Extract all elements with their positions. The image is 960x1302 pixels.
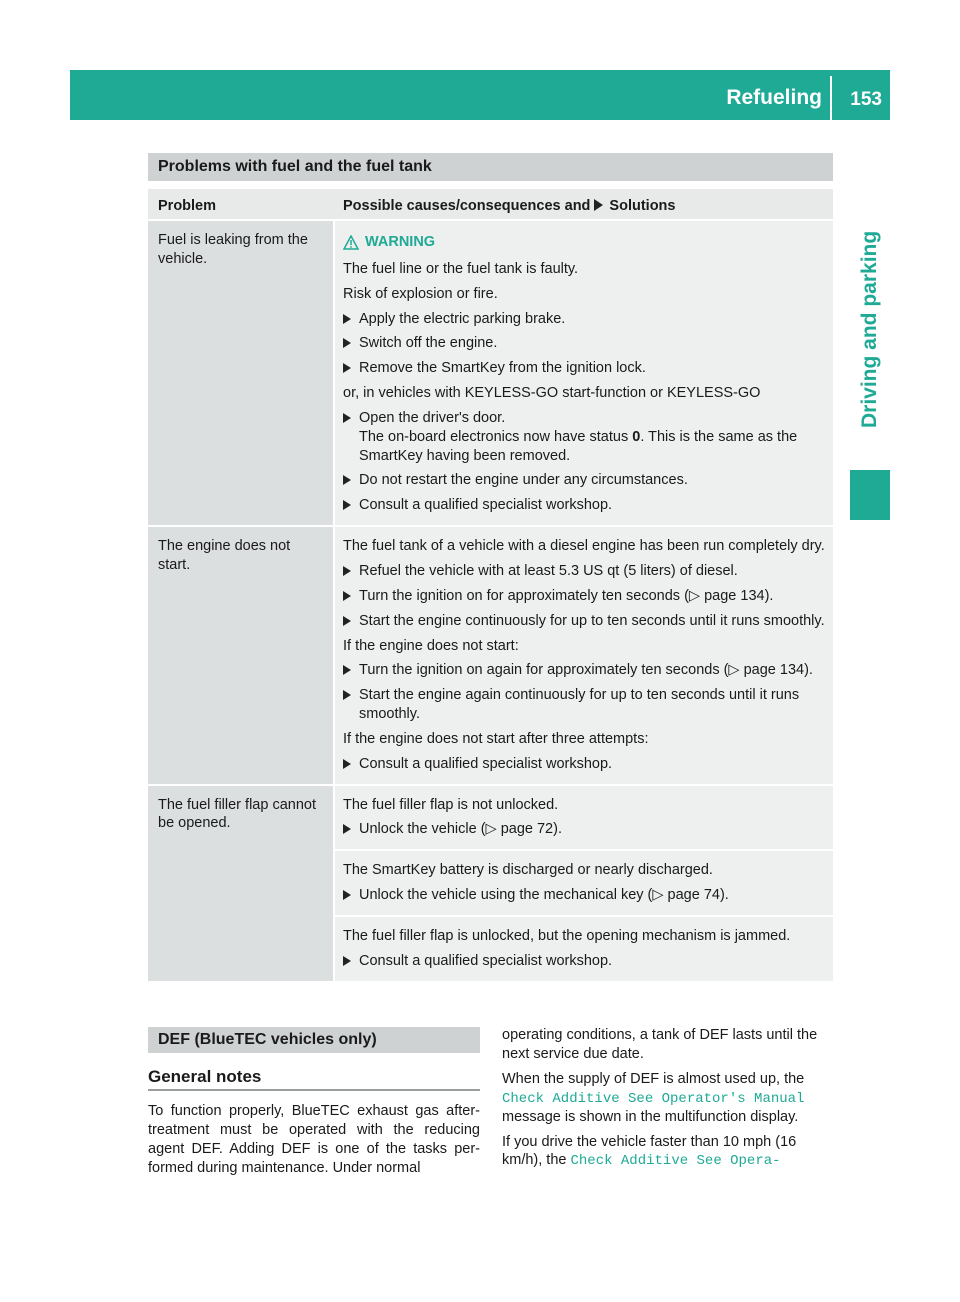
step-arrow-icon: [343, 338, 351, 348]
p3-text-a: If you drive the vehicle faster than 10 mph (16 km/h), the: [502, 1133, 797, 1169]
header-bar: [70, 70, 890, 120]
step-text: Consult a qualified specialist workshop.: [359, 952, 613, 969]
step-text: Turn the ignition on for approximately ten seconds (▷ page 134).: [359, 587, 774, 604]
table-row: [148, 527, 833, 785]
door-note-suffix: . This is the same as the SmartKey having been removed.: [359, 428, 798, 464]
text-line: Risk of explosion or fire.: [343, 285, 498, 302]
col-solutions-header-right: Solutions: [609, 198, 676, 214]
solution-block: [335, 527, 833, 783]
text-line: or, in vehicles with KEYLESS-GO start-function or KEYLESS-GO: [343, 385, 761, 402]
step-item: [343, 471, 825, 490]
header-divider: [830, 76, 832, 120]
step-text: [359, 409, 825, 466]
table-row: [148, 786, 833, 983]
step-text: Remove the SmartKey from the ignition lock.: [359, 360, 646, 377]
door-note-prefix: The on-board electronics now have status: [359, 428, 633, 445]
text-line: If the engine does not start after three attempts:: [343, 730, 649, 747]
step-text: Refuel the vehicle with at least 5.3 US qt (5 liters) of diesel.: [359, 562, 738, 579]
text-line: The fuel line or the fuel tank is faulty.: [343, 260, 579, 277]
step-item: [343, 886, 825, 905]
p2-text-a: When the supply of DEF is almost used up, the: [502, 1070, 805, 1087]
def-right-p3: [502, 1133, 834, 1171]
step-item: [343, 334, 825, 353]
step-arrow-icon: [343, 665, 351, 675]
step-arrow-icon: [343, 413, 351, 423]
step-item: [343, 359, 825, 378]
step-item: [343, 755, 825, 774]
warning-heading: [343, 233, 825, 252]
text-line: The SmartKey battery is discharged or nearly discharged.: [343, 862, 713, 879]
step-arrow-icon: [343, 475, 351, 485]
solution-block: [335, 786, 833, 850]
step-arrow-icon: [343, 616, 351, 626]
step-arrow-icon: [343, 566, 351, 576]
table-header: [148, 189, 833, 221]
step-text: Do not restart the engine under any circumstances.: [359, 472, 688, 489]
step-arrow-icon: [343, 690, 351, 700]
step-arrow-icon: [343, 759, 351, 769]
display-message: Check Additive See Opera‐: [570, 1153, 781, 1170]
step-arrow-icon: [343, 314, 351, 324]
step-text: Consult a qualified specialist workshop.: [359, 755, 613, 772]
warning-label: WARNING: [365, 234, 436, 250]
text-line: The fuel tank of a vehicle with a diesel engine has been run completely dry.: [343, 538, 825, 555]
step-text: Consult a qualified specialist workshop.: [359, 497, 613, 514]
text-line: The fuel filler flap is unlocked, but the opening mechanism is jammed.: [343, 927, 791, 944]
step-item: [343, 310, 825, 329]
step-text: Start the engine continuously for up to ten seconds until it runs smoothly.: [359, 612, 825, 629]
step-arrow-icon: [343, 500, 351, 510]
step-text: Unlock the vehicle (▷ page 72).: [359, 821, 562, 838]
step-item: [343, 587, 825, 606]
def-left-column: [148, 1102, 480, 1183]
problem-cell: The engine does not start.: [148, 527, 335, 783]
text-line: If the engine does not start:: [343, 637, 519, 654]
warning-triangle-icon: [343, 235, 359, 250]
status-value: 0: [632, 428, 641, 445]
step-arrow-icon: [343, 956, 351, 966]
def-right-p2: [502, 1070, 834, 1127]
solution-block: [335, 849, 833, 915]
step-item: [343, 612, 825, 631]
step-item: [343, 496, 825, 515]
step-item: [343, 820, 825, 839]
arrow-right-icon: [594, 199, 603, 211]
step-text: Turn the ignition on again for approximately ten seconds (▷ page 134).: [359, 662, 813, 679]
side-tab-label: Driving and parking: [858, 230, 881, 428]
solution-cell: [335, 221, 833, 525]
def-right-column: [502, 1026, 834, 1177]
col-problem-header: Problem: [158, 198, 217, 214]
section-title: Problems with fuel and the fuel tank: [148, 153, 833, 181]
text-line: The fuel filler flap is not unlocked.: [343, 796, 559, 813]
heading-rule: [148, 1089, 480, 1091]
side-tab-block: [850, 470, 890, 520]
general-notes-heading: General notes: [148, 1067, 262, 1086]
table-row: [148, 221, 833, 527]
solution-cell: [335, 786, 833, 981]
step-text: Unlock the vehicle using the mechanical key (▷ page 74).: [359, 887, 729, 904]
solution-block: [335, 221, 833, 525]
col-solutions-header-left: Possible causes/consequences and: [343, 198, 591, 214]
step-item: [343, 686, 825, 724]
problem-cell: The fuel filler flap cannot be opened.: [148, 786, 335, 981]
def-left-text: To function properly, BlueTEC exhaust gas after-treatment must be operated with the reducing agent DEF. Adding DEF is one of the tasks per-formed during maintenance. Under normal: [148, 1103, 480, 1176]
step-item: [343, 661, 825, 680]
step-text: Apply the electric parking brake.: [359, 310, 566, 327]
problems-table: [148, 189, 833, 983]
display-message: Check Additive See Operator's Manual: [502, 1090, 805, 1107]
p2-text-b: message is shown in the multifunction display.: [502, 1108, 799, 1125]
step-text: Switch off the engine.: [359, 335, 498, 352]
step-arrow-icon: [343, 363, 351, 373]
def-section-title: DEF (BlueTEC vehicles only): [148, 1027, 480, 1053]
solution-block: [335, 915, 833, 981]
step-arrow-icon: [343, 824, 351, 834]
step-item: [343, 952, 825, 971]
step-arrow-icon: [343, 591, 351, 601]
solution-cell: [335, 527, 833, 783]
step-arrow-icon: [343, 890, 351, 900]
problem-cell: Fuel is leaking from the vehicle.: [148, 221, 335, 525]
step-text: Start the engine again continuously for up to ten seconds until it runs smoothly.: [359, 687, 800, 723]
col-solutions-header: [335, 189, 833, 219]
def-right-p1: operating conditions, a tank of DEF lasts until the next service due date.: [502, 1027, 818, 1062]
step-door-text: Open the driver's door.: [359, 409, 506, 426]
step-item: [343, 409, 825, 466]
page-number: 153: [850, 89, 882, 110]
chapter-title: Refueling: [726, 86, 822, 109]
step-item: [343, 562, 825, 581]
